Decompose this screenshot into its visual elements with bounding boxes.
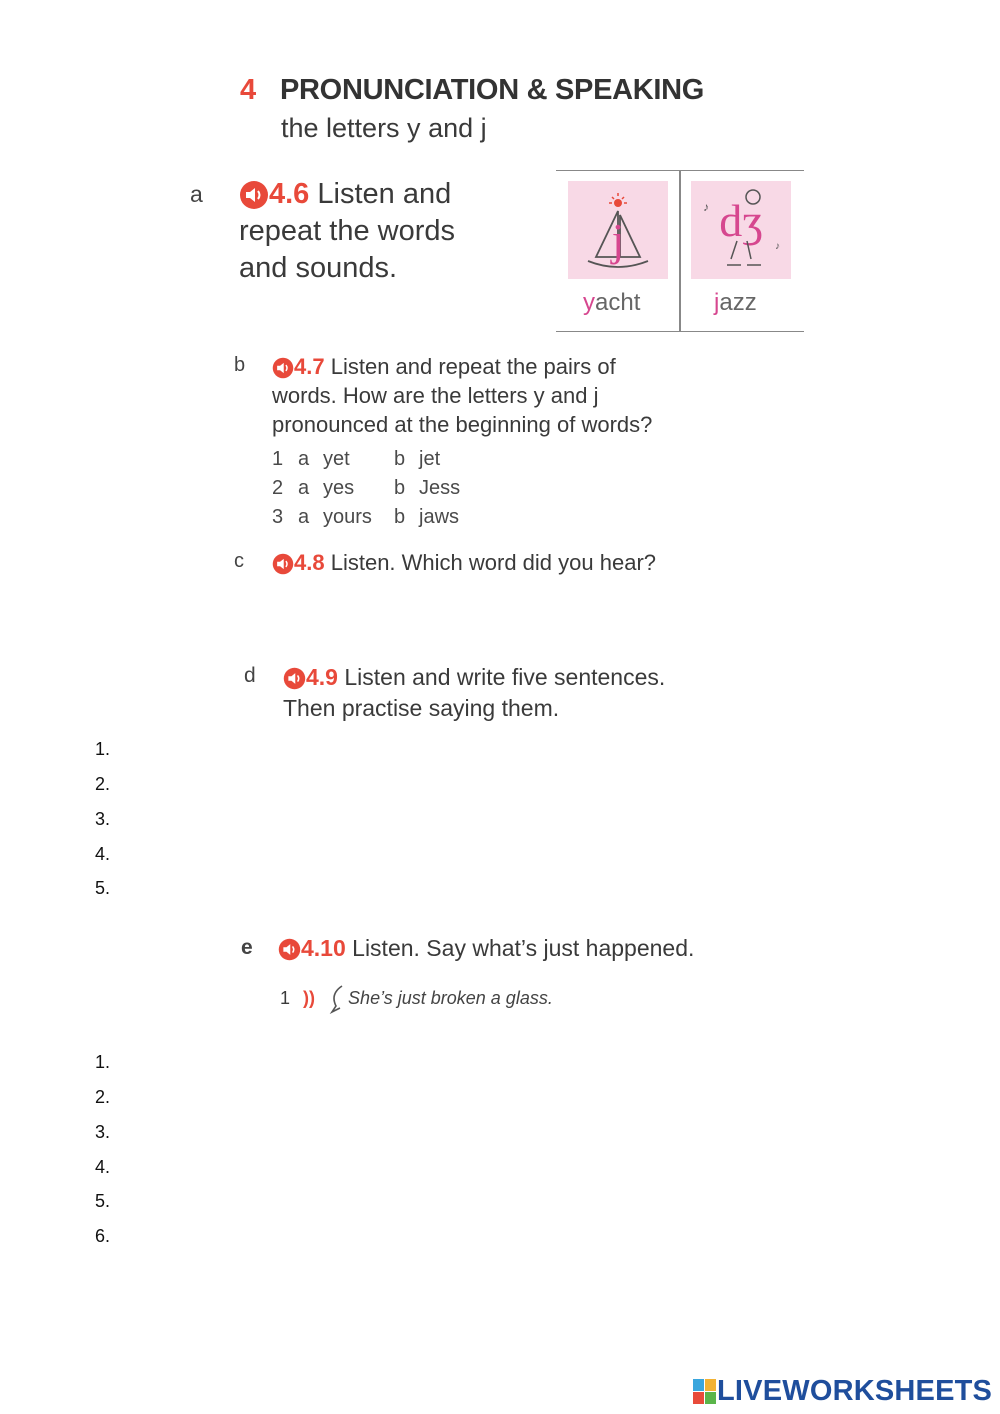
audio-icon[interactable] (239, 180, 269, 210)
instruction-line: and sounds. (239, 252, 398, 284)
example-sentence: She’s just broken a glass. (348, 987, 553, 1008)
answer-line-number[interactable]: 6. (95, 1226, 111, 1246)
answer-line-number[interactable]: 1. (95, 739, 111, 759)
instruction-line: Listen. Which word did you hear? (330, 550, 657, 575)
example-row (280, 984, 553, 1014)
phoneme-symbol: dʒ (719, 195, 763, 246)
part-c-letter: c (234, 550, 244, 572)
svg-text:♪: ♪ (703, 200, 709, 214)
part-a-letter: a (190, 181, 203, 207)
jazz-icon (691, 181, 791, 279)
logo-grid-icon (693, 1379, 717, 1405)
answer-line-number[interactable]: 1. (95, 1052, 111, 1072)
answer-line-number[interactable]: 5. (95, 878, 111, 898)
track-number: 4.8 (294, 550, 325, 575)
track-number: 4.6 (269, 178, 310, 210)
word-yacht: yacht (583, 289, 641, 316)
instruction-line: pronounced at the beginning of words? (272, 412, 653, 437)
instruction-line: Listen and (317, 178, 452, 210)
speech-bubble-icon (328, 984, 348, 1014)
audio-icon[interactable] (272, 357, 294, 379)
answer-line-number[interactable]: 3. (95, 809, 111, 829)
answer-line-number[interactable]: 2. (95, 1087, 111, 1107)
answer-line-number[interactable]: 3. (95, 1122, 111, 1142)
logo-text: LIVEWORKSHEETS (717, 1375, 993, 1407)
sound-waves-icon: )) (303, 987, 316, 1008)
answer-line-number[interactable]: 2. (95, 774, 111, 794)
instruction-line: words. How are the letters y and j (272, 383, 599, 408)
instruction-line: Listen. Say what’s just happened. (352, 935, 695, 961)
part-e-letter: e (241, 936, 253, 959)
phoneme-symbol: j (611, 214, 625, 265)
part-d-instruction (283, 662, 665, 724)
part-e-instruction (278, 934, 694, 963)
part-b-letter: b (234, 354, 246, 376)
track-number: 4.9 (306, 664, 338, 690)
track-number: 4.10 (301, 935, 346, 961)
svg-text:♪: ♪ (775, 241, 780, 252)
answer-line-number[interactable]: 5. (95, 1191, 111, 1211)
track-number: 4.7 (294, 354, 325, 379)
example-number: 1 (280, 987, 291, 1008)
instruction-line: Listen and repeat the pairs of (330, 354, 616, 379)
answer-line-number[interactable]: 4. (95, 844, 111, 864)
audio-icon[interactable] (278, 938, 301, 961)
section-number: 4 (240, 74, 257, 106)
sound-picture-j (568, 181, 668, 279)
part-c-instruction (272, 548, 656, 577)
yacht-icon (568, 181, 668, 279)
instruction-line: Listen and write five sentences. (344, 664, 666, 690)
answer-line-number[interactable]: 4. (95, 1157, 111, 1177)
part-d-letter: d (244, 664, 256, 687)
instruction-line: Then practise saying them. (283, 695, 560, 721)
sound-table (556, 170, 804, 332)
audio-icon[interactable] (283, 667, 306, 690)
word-jazz: jazz (714, 289, 757, 316)
part-a-instruction (239, 176, 455, 287)
section-subtitle: the letters y and j (281, 113, 487, 143)
part-b-instruction (272, 352, 652, 439)
table-divider (679, 171, 681, 331)
sound-picture-dz (691, 181, 791, 279)
section-title: PRONUNCIATION & SPEAKING (280, 74, 705, 106)
instruction-line: repeat the words (239, 215, 456, 247)
audio-icon[interactable] (272, 553, 294, 575)
liveworksheets-logo (693, 1375, 992, 1408)
